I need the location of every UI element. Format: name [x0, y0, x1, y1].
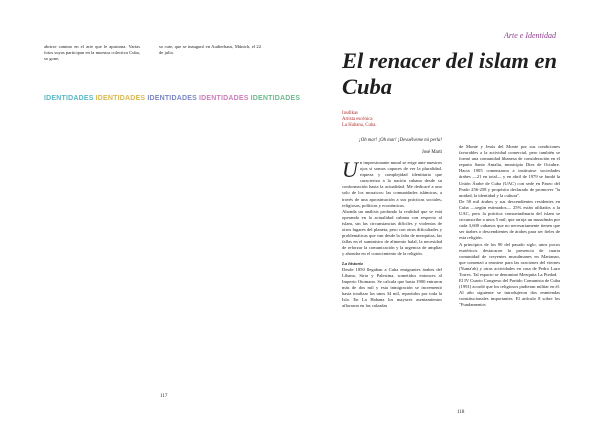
strip-word: IDENTIDADES: [250, 95, 301, 102]
section-label: Arte e Identidad: [504, 31, 556, 40]
paragraph: De 50 mil árabes y sus descendientes residentes en Cuba —según estimados— 25% están afiliados a la UAC, pero la práctica consuetudinaria del islam se circunscribe a unos 5 mil, que arroja un musulmán por cada 3,600 cubanos que no necesariamente tienen que ser árabes o descendientes de árabes para ser fieles de esta religión.: [459, 198, 560, 241]
author-name: Insdlkas: [342, 111, 358, 116]
paragraph: de Monte y Jesús del Monte por sus condiciones favorables a la actividad comercial, pero también se formó una comunidad libanesa de consideración en el reparto Santo Amalia, municipio Diez de Octubre. Hacia 1905 comenzaron a instituirse sociedades árabes —21 en total— y en abril de 1979 se fundó la Unión Árabe de Cuba (UAC) con sede en Paseo del Prado 256-258 y propósito declarado de promover "la unidad, la identidad y la cultura".: [459, 144, 560, 198]
left-col2-text: so cute, que se inauguró en Audierhaus, Múnich, el 22 de julio.: [159, 44, 261, 56]
page-number-right: 118: [457, 410, 465, 415]
epigraph-author: José Martí: [421, 150, 442, 155]
paragraph: A principios de los 90 del pasado siglo, unos pocos esotéricos destacaron la presencia de cuarta comunidad de creyentes musulmanes en Marianao, que comenzó a reunirse para las oraciones del viernes (Yuma'ah) y otras actividades en casa de Pedro Lazo Torres. Tal espacio se denominó Mezquita La Piedad.: [459, 241, 560, 277]
epigraph: ¡Oh mar! ¡Oh mar! ¡Devuélveme mi perla!: [358, 138, 442, 143]
byline: [342, 111, 442, 130]
paragraph: Desde 1850 llegaban a Cuba emigrantes árabes del Líbano, Siria y Palestina, sometidos entonces al Imperio Otomano. Se calcula que hasta 1900 entraron más de dos mil y esta inmigración se incrementó hasta totalizar los unos 34 mil, repartidos por toda la Isla. En La Habana los mayores asentamientos afloraron en las calzadas: [342, 266, 442, 309]
subheading: La historia: [342, 260, 363, 266]
article-title: El renacer del islam en Cuba: [342, 48, 557, 99]
intro-paragraph: [342, 157, 442, 209]
author-location: La Habana, Cuba.: [342, 123, 377, 129]
strip-word: IDENTIDADES: [95, 95, 146, 102]
right-column-1: [342, 157, 442, 309]
paragraph: El IV Cuarto Congreso del Partido Comunista de Cuba (1991) acordó que los religiosos pudieran militar en él. Al año siguiente se introdujeron dos enmiendas constitucionales importantes. El artículo 8 sobre los "Fundamentos: [459, 278, 560, 308]
strip-word: IDENTIDADES: [198, 95, 249, 102]
strip-word: IDENTIDADES: [147, 95, 197, 102]
author-role: Artista escénica: [342, 117, 373, 123]
page-number-left: 117: [160, 394, 168, 399]
drop-cap: U: [342, 157, 358, 182]
color-strip: [44, 94, 301, 103]
right-column-2: [459, 144, 560, 309]
strip-word: IDENTIDADES: [44, 95, 94, 102]
intro-text: n impresionante mural se erige ante nuestros ojos si somos capaces de ver la pluralidad, riqueza y complejidad identitaria que caracteriza a la nación cubana desde su conformación hasta la actualidad. Me dedicaré a uno solo de los mosaicos: las comunidades islámicas, a través de una aproximación a sus prácticas sociales, religiosas, políticas y económicas.: [342, 160, 442, 208]
left-col1-text: abrirse camino en el arte que le apasiona. Varias fotos suyas participan en la muestra colectiva Cuba, so gone,: [44, 44, 140, 62]
paragraph: Ahonda un análisis profundo la realidad que se está operando en la actualidad cubana con respecto al islam, sin las circunstancias difíciles y violentas de otros lugares del planeta, pero con otras dificultades y problemáticas que van desde la falta de mezquitas, las fallas en el suministro de alimento halal, la necesidad de reforzar la comunicación y la urgencia de ampliar y ahondar en el conocimiento de la religión.: [342, 208, 442, 257]
